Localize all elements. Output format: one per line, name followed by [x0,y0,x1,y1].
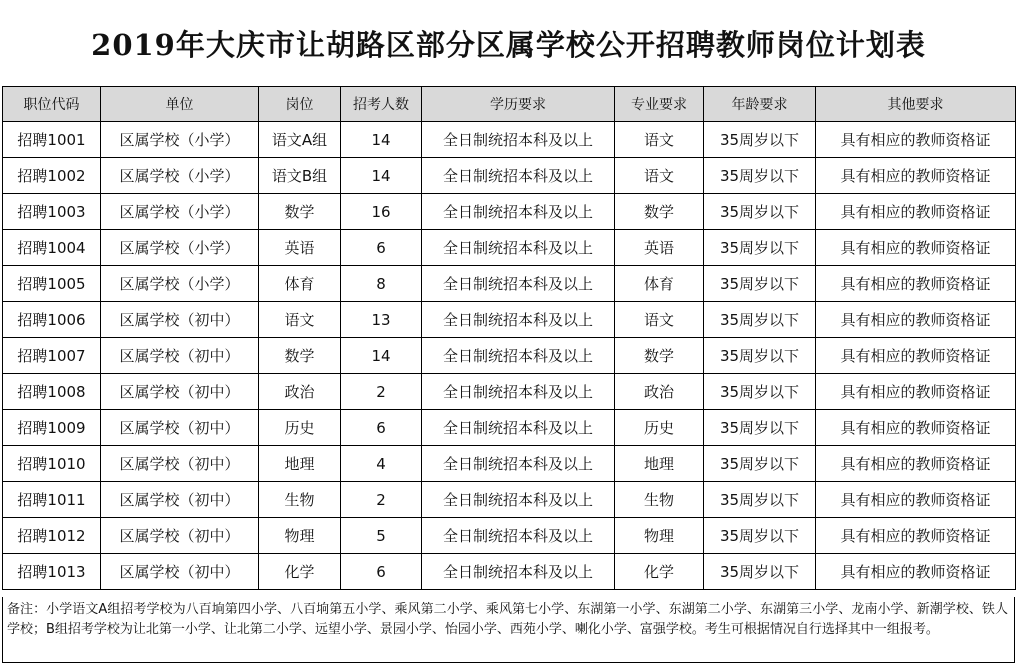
cell-position-code: 招聘1007 [3,338,101,374]
cell-unit: 区属学校（初中） [101,374,259,410]
cell-other: 具有相应的教师资格证 [816,158,1016,194]
cell-other: 具有相应的教师资格证 [816,302,1016,338]
cell-other: 具有相应的教师资格证 [816,374,1016,410]
cell-headcount: 16 [341,194,422,230]
cell-major: 历史 [615,410,704,446]
cell-major: 地理 [615,446,704,482]
cell-post: 生物 [259,482,341,518]
table-row [3,446,1016,482]
cell-major: 语文 [615,122,704,158]
cell-age: 35周岁以下 [704,230,816,266]
page-title: 2019年大庆市让胡路区部分区属学校公开招聘教师岗位计划表 [91,27,926,62]
cell-unit: 区属学校（初中） [101,302,259,338]
cell-headcount: 2 [341,482,422,518]
cell-unit: 区属学校（初中） [101,482,259,518]
cell-post: 英语 [259,230,341,266]
cell-unit: 区属学校（小学） [101,122,259,158]
cell-position-code: 招聘1003 [3,194,101,230]
cell-major: 语文 [615,302,704,338]
cell-post: 语文 [259,302,341,338]
cell-major: 体育 [615,266,704,302]
cell-other: 具有相应的教师资格证 [816,122,1016,158]
cell-position-code: 招聘1010 [3,446,101,482]
cell-education: 全日制统招本科及以上 [422,122,615,158]
cell-other: 具有相应的教师资格证 [816,482,1016,518]
cell-other: 具有相应的教师资格证 [816,338,1016,374]
table-row [3,374,1016,410]
cell-other: 具有相应的教师资格证 [816,194,1016,230]
cell-position-code: 招聘1002 [3,158,101,194]
cell-unit: 区属学校（小学） [101,230,259,266]
cell-post: 物理 [259,518,341,554]
column-header-position-code: 职位代码 [3,87,101,122]
cell-position-code: 招聘1005 [3,266,101,302]
cell-education: 全日制统招本科及以上 [422,374,615,410]
cell-education: 全日制统招本科及以上 [422,410,615,446]
cell-position-code: 招聘1012 [3,518,101,554]
cell-education: 全日制统招本科及以上 [422,482,615,518]
cell-education: 全日制统招本科及以上 [422,338,615,374]
table-row [3,338,1016,374]
cell-post: 语文A组 [259,122,341,158]
table-row [3,158,1016,194]
cell-age: 35周岁以下 [704,266,816,302]
cell-position-code: 招聘1008 [3,374,101,410]
table-row [3,194,1016,230]
cell-education: 全日制统招本科及以上 [422,158,615,194]
table-header-row [3,87,1016,122]
cell-headcount: 4 [341,446,422,482]
cell-major: 数学 [615,338,704,374]
cell-age: 35周岁以下 [704,194,816,230]
cell-headcount: 13 [341,302,422,338]
cell-education: 全日制统招本科及以上 [422,266,615,302]
cell-age: 35周岁以下 [704,482,816,518]
cell-major: 化学 [615,554,704,590]
remarks-note: 备注：小学语文A组招考学校为八百垧第四小学、八百垧第五小学、乘风第二小学、乘风第七小学、东湖第一小学、东湖第二小学、东湖第三小学、龙南小学、新潮学校、铁人学校；B组招考学校为让北第一小学、让北第二小学、远望小学、景园小学、怡园小学、西苑小学、喇化小学、富强学校。考生可根据情况自行选择其中一组报考。 [2,597,1015,663]
cell-unit: 区属学校（初中） [101,518,259,554]
cell-education: 全日制统招本科及以上 [422,230,615,266]
cell-major: 物理 [615,518,704,554]
cell-headcount: 5 [341,518,422,554]
cell-other: 具有相应的教师资格证 [816,446,1016,482]
column-header-age: 年龄要求 [704,87,816,122]
cell-age: 35周岁以下 [704,554,816,590]
cell-major: 数学 [615,194,704,230]
cell-unit: 区属学校（初中） [101,338,259,374]
cell-headcount: 2 [341,374,422,410]
cell-unit: 区属学校（初中） [101,554,259,590]
cell-position-code: 招聘1009 [3,410,101,446]
cell-age: 35周岁以下 [704,158,816,194]
cell-post: 数学 [259,194,341,230]
cell-position-code: 招聘1013 [3,554,101,590]
cell-post: 体育 [259,266,341,302]
cell-education: 全日制统招本科及以上 [422,446,615,482]
column-header-post: 岗位 [259,87,341,122]
cell-post: 数学 [259,338,341,374]
column-header-major: 专业要求 [615,87,704,122]
cell-post: 地理 [259,446,341,482]
cell-unit: 区属学校（小学） [101,158,259,194]
recruitment-table [2,86,1016,590]
table-row [3,410,1016,446]
cell-major: 政治 [615,374,704,410]
cell-unit: 区属学校（小学） [101,194,259,230]
column-header-other: 其他要求 [816,87,1016,122]
table-row [3,482,1016,518]
cell-position-code: 招聘1001 [3,122,101,158]
table-row [3,266,1016,302]
cell-age: 35周岁以下 [704,122,816,158]
column-header-headcount: 招考人数 [341,87,422,122]
cell-position-code: 招聘1011 [3,482,101,518]
cell-position-code: 招聘1006 [3,302,101,338]
cell-headcount: 6 [341,230,422,266]
cell-other: 具有相应的教师资格证 [816,230,1016,266]
cell-headcount: 6 [341,410,422,446]
cell-age: 35周岁以下 [704,302,816,338]
cell-other: 具有相应的教师资格证 [816,518,1016,554]
cell-headcount: 6 [341,554,422,590]
cell-post: 化学 [259,554,341,590]
cell-major: 语文 [615,158,704,194]
cell-age: 35周岁以下 [704,338,816,374]
cell-unit: 区属学校（小学） [101,266,259,302]
cell-unit: 区属学校（初中） [101,446,259,482]
cell-other: 具有相应的教师资格证 [816,410,1016,446]
column-header-unit: 单位 [101,87,259,122]
cell-education: 全日制统招本科及以上 [422,194,615,230]
table-row [3,518,1016,554]
cell-age: 35周岁以下 [704,518,816,554]
cell-major: 英语 [615,230,704,266]
cell-education: 全日制统招本科及以上 [422,554,615,590]
cell-post: 历史 [259,410,341,446]
cell-age: 35周岁以下 [704,446,816,482]
cell-position-code: 招聘1004 [3,230,101,266]
table-row [3,122,1016,158]
table-row [3,302,1016,338]
cell-headcount: 14 [341,338,422,374]
cell-education: 全日制统招本科及以上 [422,302,615,338]
cell-post: 政治 [259,374,341,410]
cell-unit: 区属学校（初中） [101,410,259,446]
column-header-education: 学历要求 [422,87,615,122]
cell-headcount: 14 [341,122,422,158]
cell-age: 35周岁以下 [704,410,816,446]
cell-other: 具有相应的教师资格证 [816,266,1016,302]
cell-post: 语文B组 [259,158,341,194]
table-row [3,230,1016,266]
cell-headcount: 8 [341,266,422,302]
table-row [3,554,1016,590]
cell-education: 全日制统招本科及以上 [422,518,615,554]
cell-major: 生物 [615,482,704,518]
cell-age: 35周岁以下 [704,374,816,410]
cell-other: 具有相应的教师资格证 [816,554,1016,590]
cell-headcount: 14 [341,158,422,194]
